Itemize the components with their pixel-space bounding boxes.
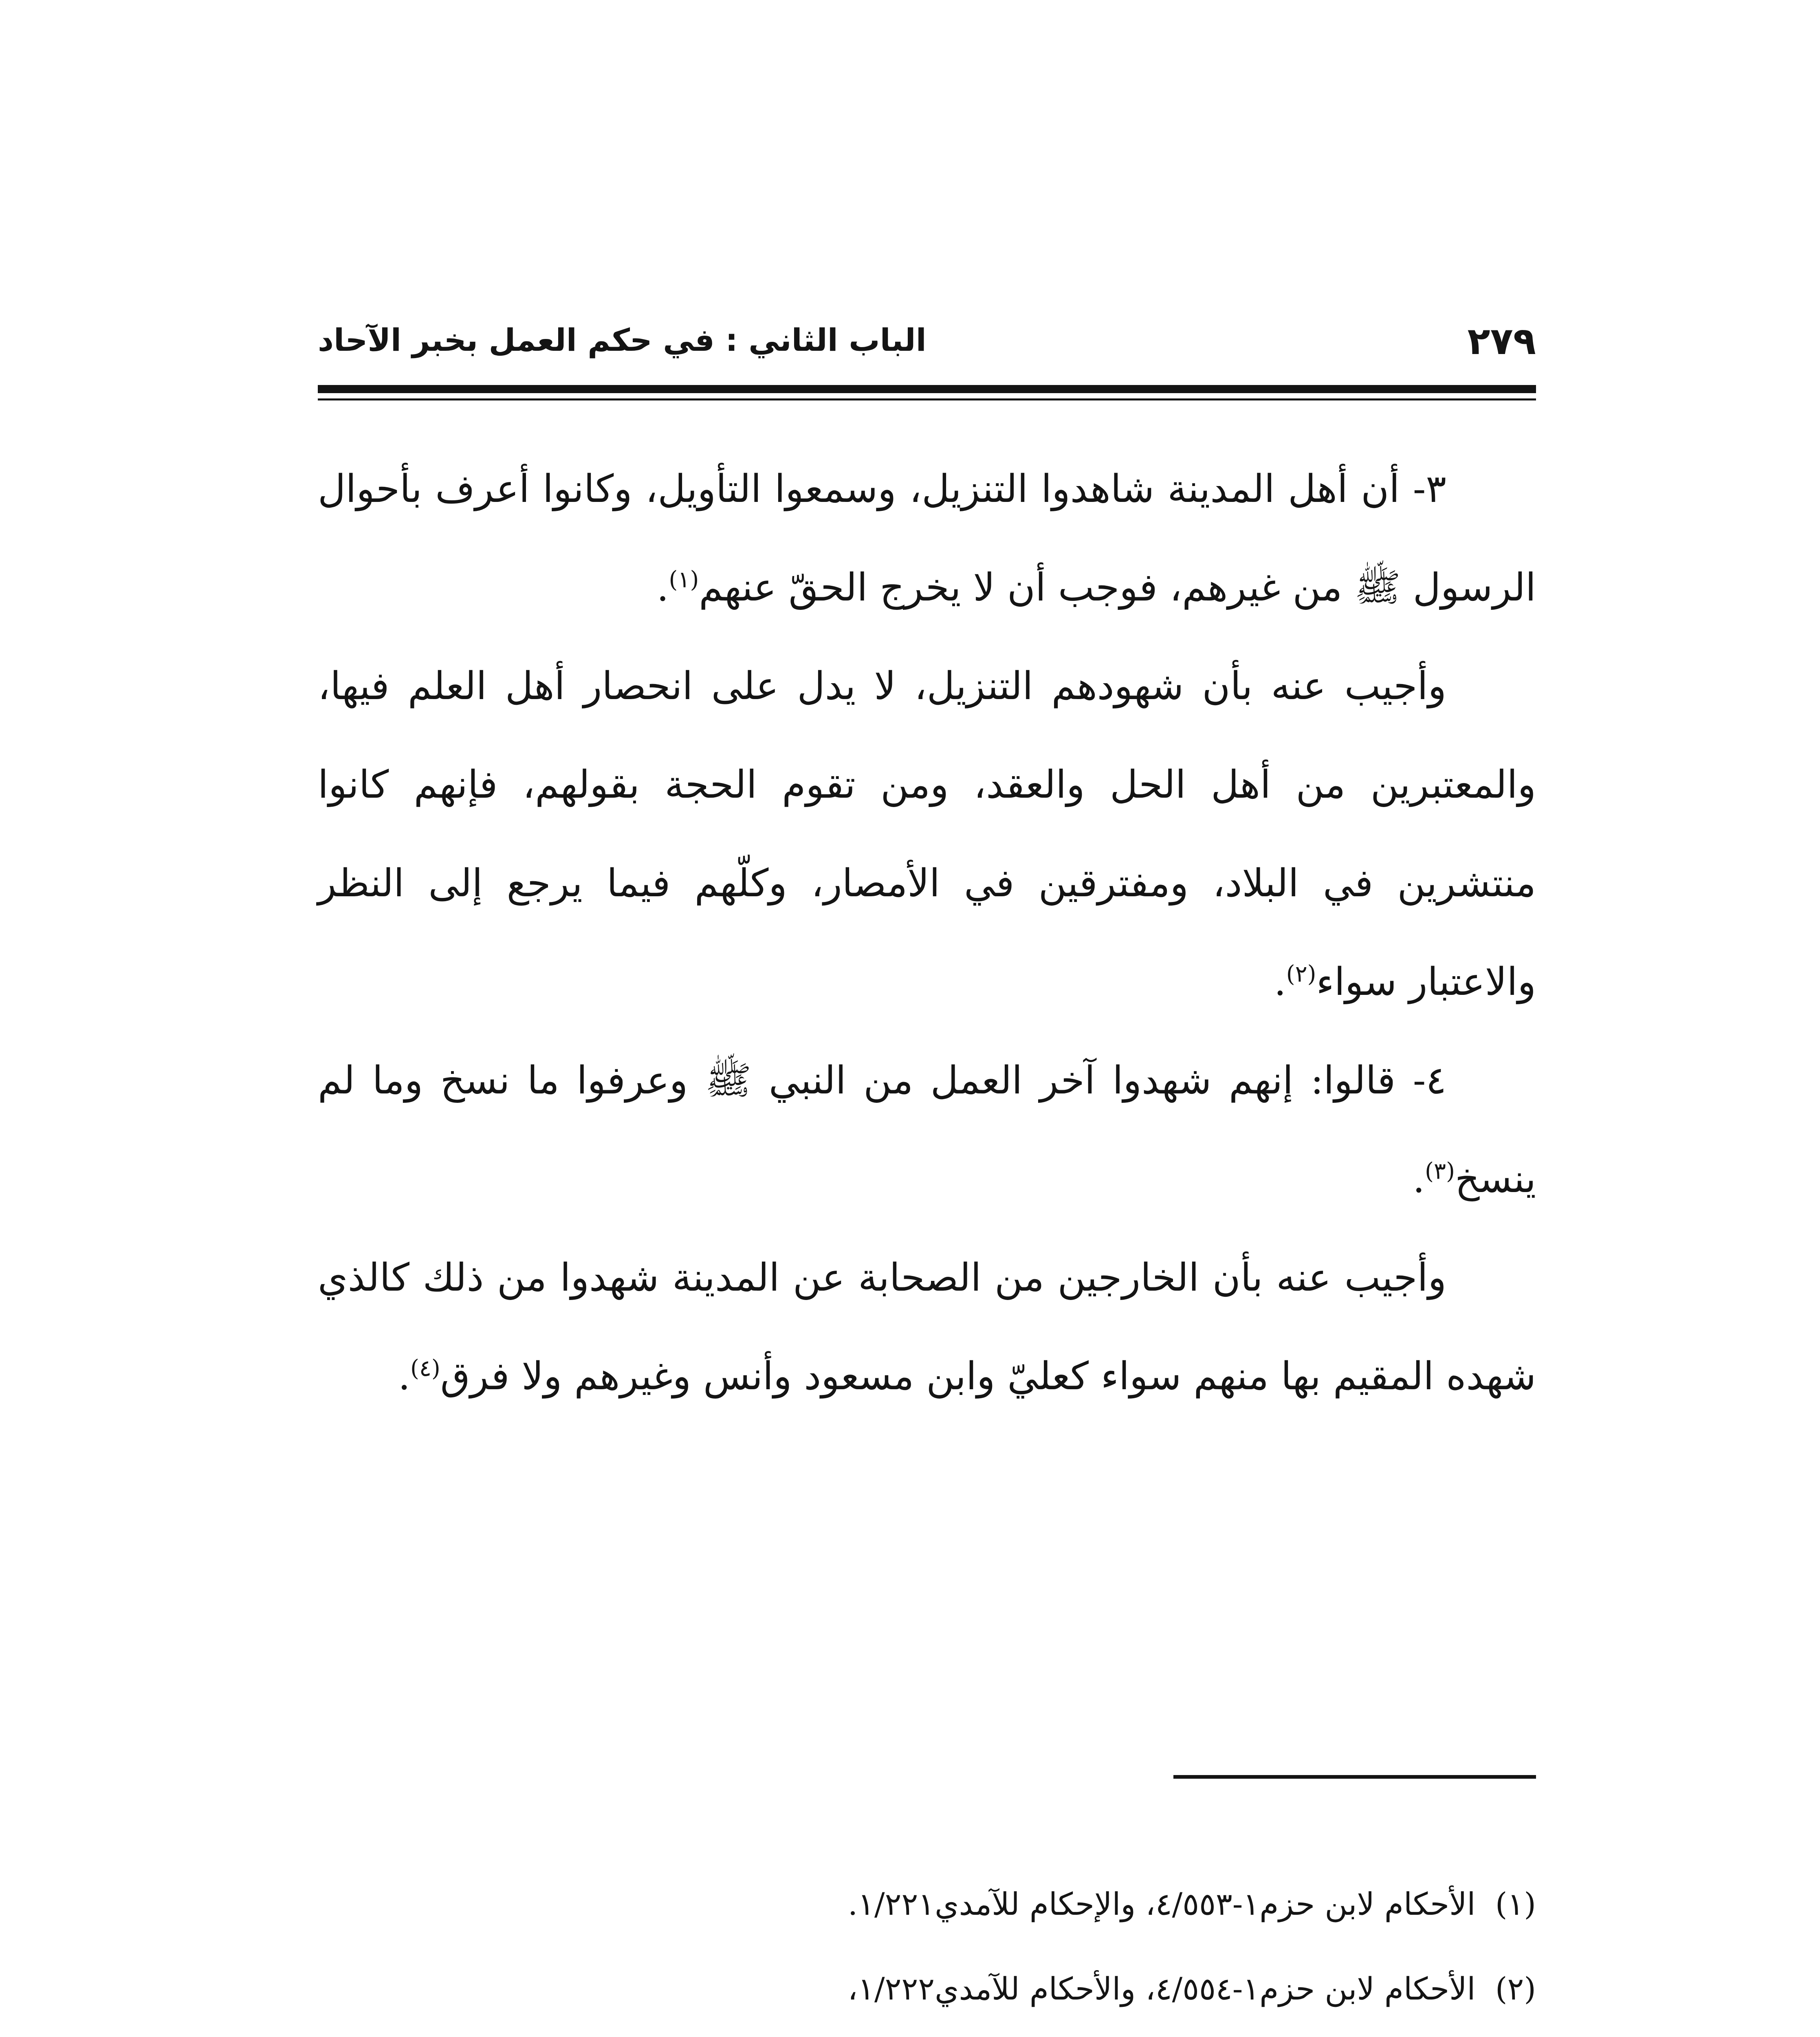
running-header (318, 319, 1536, 383)
footnotes (318, 1862, 1536, 2037)
footnote-text: الأحكام لابن حزم١-٤/٥٥٣، والإحكام للآمدي١/٢٢١. (848, 1886, 1476, 1922)
footnote-number: (٢) (1495, 1971, 1536, 2007)
footnote-2 (318, 1947, 1536, 2031)
footnote-2-continuation (318, 2031, 1536, 2037)
paragraph-text: ٤- قالوا: إنهم شهدوا آخر العمل من النبي ﷺ وعرفوا ما نسخ وما لم ينسخ (318, 1058, 1536, 1201)
footnote-ref: (٤) (410, 1355, 440, 1382)
header-rule-thin (318, 398, 1536, 400)
footnote-ref: (٢) (1286, 961, 1316, 988)
header-rule (318, 385, 1536, 393)
footnote-number: (١) (1495, 1886, 1536, 1922)
footnote-text: الأحكام لابن حزم١-٤/٥٥٤، والأحكام للآمدي١/٢٢٢، (847, 1971, 1476, 2007)
paragraph-3: ٤- قالوا: إنهم شهدوا آخر العمل من النبي ﷺ وعرفوا ما نسخ وما لم ينسخ$^{(٣)}$. (318, 1058, 1536, 1201)
page-number: ٢٧٩ (1467, 319, 1536, 363)
paragraph-text: وأجيب عنه بأن شهودهم التنزيل، لا يدل على انحصار أهل العلم فيها، والمعتبرين من أهل الحل والعقد، ومن تقوم الحجة بقولهم، فإنهم كانوا منتشرين في البلاد، ومفترقين في الأمصار، وكلّهم فيما يرجع إلى النظر والاعتبار سواء (318, 664, 1536, 1004)
main-text (318, 440, 1536, 1426)
paragraph-text: وأجيب عنه بأن الخارجين من الصحابة عن المدينة شهدوا من ذلك كالذي شهده المقيم بها منهم سواء كعليّ وابن مسعود وأنس وغيرهم ولا فرق (318, 1256, 1536, 1399)
footnote-separator (1173, 1775, 1536, 1779)
footnote-1 (318, 1862, 1536, 1947)
footnote-ref: (١) (669, 566, 699, 593)
paragraph-text: ٣- أن أهل المدينة شاهدوا التنزيل، وسمعوا التأويل، وكانوا أعرف بأحوال الرسول ﷺ من غيرهم، فوجب أن لا يخرج الحقّ عنهم (318, 467, 1536, 610)
chapter-title: الباب الثاني : في حكم العمل بخبر الآحاد (318, 322, 927, 358)
paragraph-1: ٣- أن أهل المدينة شاهدوا التنزيل، وسمعوا التأويل، وكانوا أعرف بأحوال الرسول ﷺ من غيرهم، فوجب أن لا يخرج الحقّ عنهم$^{(١)}$. (318, 467, 1536, 610)
footnote-ref: (٣) (1425, 1158, 1455, 1185)
paragraph-4: وأجيب عنه بأن الخارجين من الصحابة عن المدينة شهدوا من ذلك كالذي شهده المقيم بها منهم سواء كعليّ وابن مسعود وأنس وغيرهم ولا فرق$^{(٤)}$. (318, 1256, 1536, 1399)
paragraph-2: وأجيب عنه بأن شهودهم التنزيل، لا يدل على انحصار أهل العلم فيها، والمعتبرين من أهل الحل والعقد، ومن تقوم الحجة بقولهم، فإنهم كانوا منتشرين في البلاد، ومفترقين في الأمصار، وكلّهم فيما يرجع إلى النظر والاعتبار سواء$^{(٢)}$. (318, 664, 1536, 1004)
